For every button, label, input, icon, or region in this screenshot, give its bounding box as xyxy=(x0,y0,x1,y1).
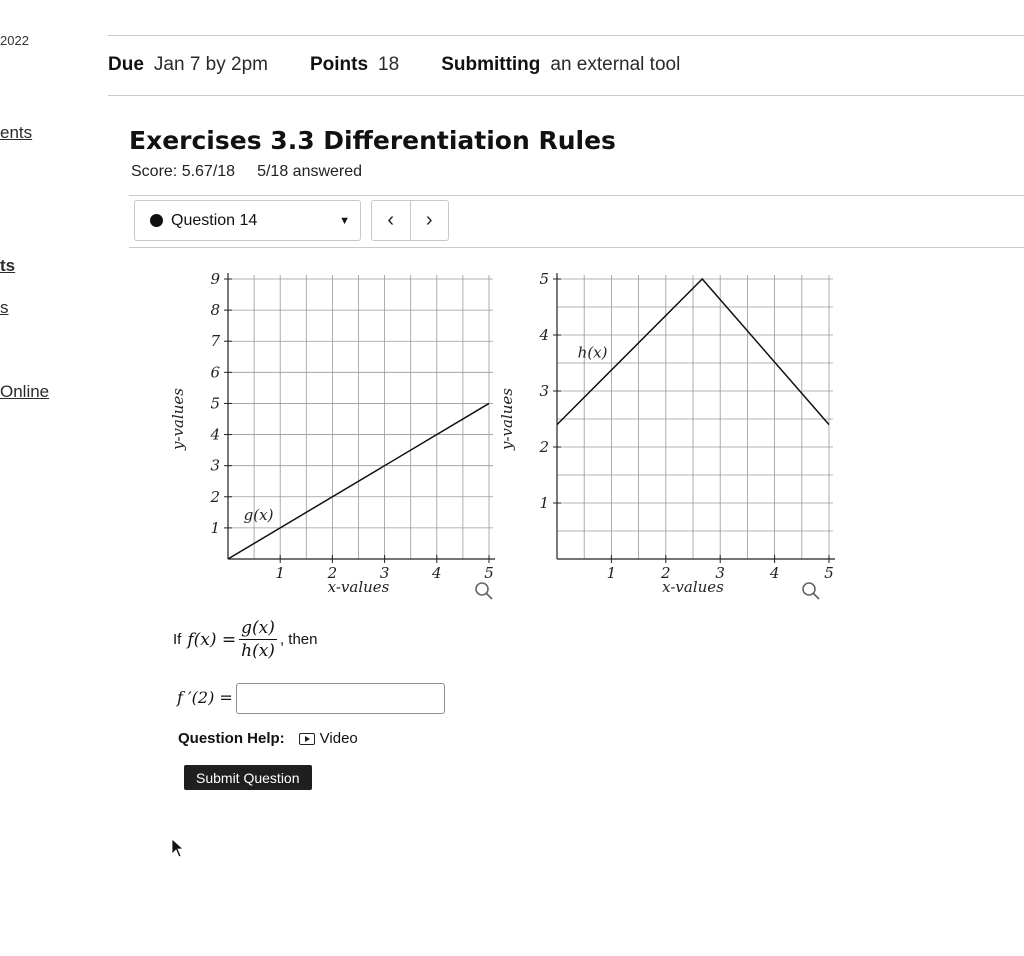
next-question-button[interactable]: › xyxy=(410,201,449,240)
g-x-tick-label: 3 xyxy=(379,564,390,582)
problem-statement xyxy=(173,618,317,661)
divider-top xyxy=(108,35,1024,36)
h-x-tick-label: 4 xyxy=(769,564,780,582)
caret-down-icon: ▼ xyxy=(339,215,350,227)
h-y-tick-label: 4 xyxy=(539,326,549,344)
g-y-tick-label: 1 xyxy=(210,518,220,537)
h-y-tick-label: 5 xyxy=(539,270,549,288)
h-y-tick-label: 3 xyxy=(539,382,549,400)
prev-question-button[interactable]: ‹ xyxy=(387,209,395,231)
sidebar-link-assignments[interactable]: ents xyxy=(0,123,33,142)
question-select-label: Question 14 xyxy=(171,211,258,229)
if-text: If xyxy=(173,631,182,648)
submitting-value: an external tool xyxy=(550,54,681,75)
question-select[interactable] xyxy=(134,200,361,241)
page-title: Exercises 3.3 Differentiation Rules xyxy=(129,126,616,155)
score-row xyxy=(131,163,362,181)
submitting-label: Submitting xyxy=(441,54,541,75)
g-y-axis-label: y-values xyxy=(169,388,187,450)
g-x-tick-label: 2 xyxy=(327,564,338,582)
h-y-tick-label: 1 xyxy=(539,494,549,512)
g-y-tick-label: 2 xyxy=(210,487,220,506)
g-y-tick-label: 9 xyxy=(210,270,220,288)
h-x-tick-label: 1 xyxy=(606,564,617,582)
g-y-tick-label: 5 xyxy=(210,394,220,413)
g-y-tick-label: 7 xyxy=(210,332,220,351)
g-y-tick-label: 4 xyxy=(210,425,220,444)
sidebar-link-grades[interactable]: ts xyxy=(0,256,16,275)
fraction xyxy=(239,618,277,661)
question-help xyxy=(178,730,358,747)
g-x-axis-label: x-values xyxy=(327,578,390,596)
video-icon[interactable] xyxy=(299,733,315,745)
graph-h xyxy=(495,262,840,607)
mouse-cursor-icon xyxy=(171,838,185,858)
h-series-label: h(x) xyxy=(577,343,608,362)
h-x-tick-label: 2 xyxy=(661,564,671,582)
due-label: Due xyxy=(108,54,144,75)
submit-question-button[interactable]: Submit Question xyxy=(184,765,312,790)
sidebar-link-online[interactable]: Online xyxy=(0,382,50,401)
fraction-denominator: h(x) xyxy=(241,641,275,661)
g-x-tick-label: 1 xyxy=(275,564,285,582)
due-value: Jan 7 by 2pm xyxy=(153,54,268,75)
question-help-label: Question Help: xyxy=(178,730,285,747)
function-lhs: f(x) = xyxy=(187,629,237,650)
g-x-tick-label: 5 xyxy=(484,564,494,582)
sidebar-link-modules[interactable]: s xyxy=(0,298,9,317)
video-link[interactable]: Video xyxy=(319,730,358,747)
answer-input[interactable] xyxy=(236,683,445,714)
divider-question-bottom xyxy=(129,247,1024,248)
divider-question-top xyxy=(129,195,1024,196)
answered-text: 5/18 answered xyxy=(257,163,363,180)
question-status-dot-icon xyxy=(150,214,163,227)
g-y-tick-label: 3 xyxy=(210,456,220,475)
g-series-label: g(x) xyxy=(243,506,274,525)
graph-g xyxy=(160,262,505,607)
g-y-tick-label: 8 xyxy=(210,301,220,320)
question-nav xyxy=(371,200,449,241)
points-value: 18 xyxy=(378,54,400,75)
h-x-tick-label: 5 xyxy=(824,564,834,582)
zoom-g-icon[interactable] xyxy=(473,580,495,602)
points-label: Points xyxy=(309,54,369,75)
h-x-tick-label: 3 xyxy=(715,564,725,582)
g-y-tick-label: 6 xyxy=(210,363,220,382)
zoom-h-icon[interactable] xyxy=(800,580,822,602)
sidebar-year-fragment: 2022 xyxy=(0,33,29,48)
h-x-axis-label: x-values xyxy=(662,578,724,596)
h-y-tick-label: 2 xyxy=(539,438,549,456)
then-text: , then xyxy=(279,631,318,648)
assignment-meta xyxy=(108,54,722,76)
answer-label: f ′(2) = xyxy=(177,688,233,707)
fraction-numerator: g(x) xyxy=(241,618,275,638)
divider-meta xyxy=(108,95,1024,96)
h-y-axis-label: y-values xyxy=(498,388,516,450)
score-text: Score: 5.67/18 xyxy=(131,163,236,180)
g-x-tick-label: 4 xyxy=(432,564,442,582)
